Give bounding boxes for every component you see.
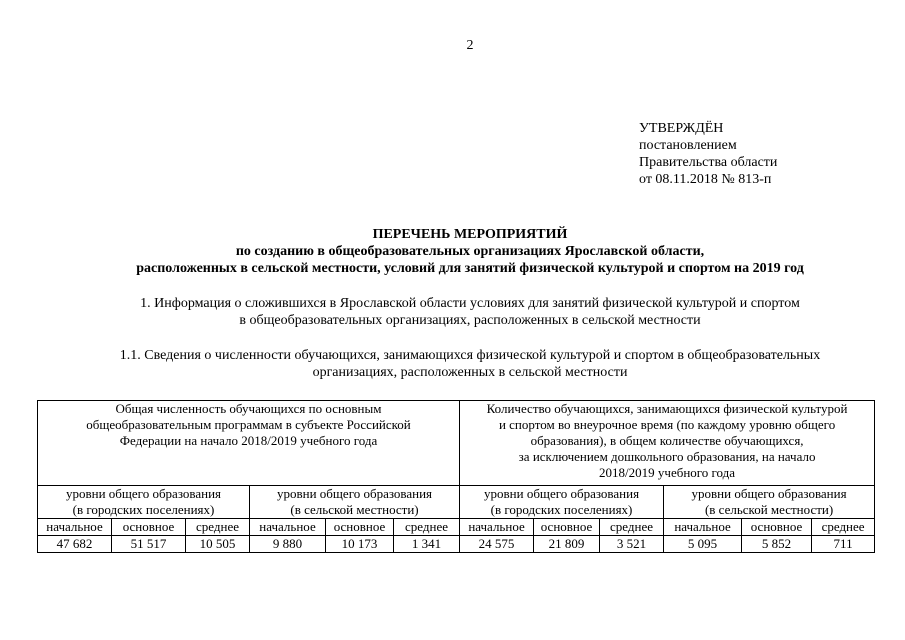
approval-stamp — [639, 120, 777, 188]
table-cell: 24 575 — [460, 536, 534, 553]
column-header: начальное — [460, 519, 534, 536]
table-row — [38, 536, 875, 553]
approval-line: УТВЕРЖДЁН — [639, 121, 724, 136]
table-cell: 51 517 — [112, 536, 186, 553]
column-header: начальное — [250, 519, 326, 536]
page-number: 2 — [466, 38, 474, 53]
table-cell: 5 852 — [742, 536, 812, 553]
section-line: 1. Информация о сложившихся в Ярославской области условиях для занятий физической культурой и спортом — [140, 296, 800, 311]
level-header-urban: уровни общего образования (в городских поселениях) — [460, 486, 664, 519]
section-1-1-heading — [30, 347, 905, 381]
table-cell: 21 809 — [534, 536, 600, 553]
title-line: ПЕРЕЧЕНЬ МЕРОПРИЯТИЙ — [372, 227, 568, 242]
table-cell: 10 173 — [326, 536, 394, 553]
students-table — [37, 400, 874, 553]
approval-line: Правительства области — [639, 155, 778, 170]
table-cell: 711 — [812, 536, 875, 553]
table-cell: 10 505 — [186, 536, 250, 553]
column-header: основное — [326, 519, 394, 536]
column-header: основное — [742, 519, 812, 536]
column-header: среднее — [394, 519, 460, 536]
section-line: в общеобразовательных организациях, расположенных в сельской местности — [239, 313, 701, 328]
approval-line: от 08.11.2018 № 813-п — [639, 172, 772, 187]
level-header-rural: уровни общего образования (в сельской местности) — [250, 486, 460, 519]
table-cell: 1 341 — [394, 536, 460, 553]
header-total-students: Общая численность обучающихся по основным общеобразовательным программам в субъекте Российской Федерации на начало 2018/2019 учебного года — [38, 401, 460, 486]
level-header-urban: уровни общего образования (в городских поселениях) — [38, 486, 250, 519]
document-title — [30, 226, 905, 277]
column-header: основное — [534, 519, 600, 536]
column-header: среднее — [812, 519, 875, 536]
section-line: организациях, расположенных в сельской местности — [312, 365, 628, 380]
column-header: среднее — [600, 519, 664, 536]
section-line: 1.1. Сведения о численности обучающихся, занимающихся физической культурой и спортом в общеобразовательных — [119, 348, 821, 363]
table-cell: 5 095 — [664, 536, 742, 553]
approval-line: постановлением — [639, 138, 737, 153]
column-header: начальное — [664, 519, 742, 536]
title-line: по созданию в общеобразовательных организациях Ярославской области, — [235, 244, 705, 259]
column-header: начальное — [38, 519, 112, 536]
title-line: расположенных в сельской местности, условий для занятий физической культурой и спортом на 2019 год — [136, 261, 804, 276]
table-cell: 3 521 — [600, 536, 664, 553]
level-header-rural: уровни общего образования (в сельской местности) — [664, 486, 875, 519]
column-header: среднее — [186, 519, 250, 536]
section-1-heading — [30, 295, 905, 329]
table-cell: 9 880 — [250, 536, 326, 553]
column-header: основное — [112, 519, 186, 536]
header-sport-students: Количество обучающихся, занимающихся физической культурой и спортом во внеурочное время (по каждому уровню общего образования), в общем количестве обучающихся, за исключением дошкольного образования, на начало 2018/2019 учебного года — [460, 401, 875, 486]
table-cell: 47 682 — [38, 536, 112, 553]
